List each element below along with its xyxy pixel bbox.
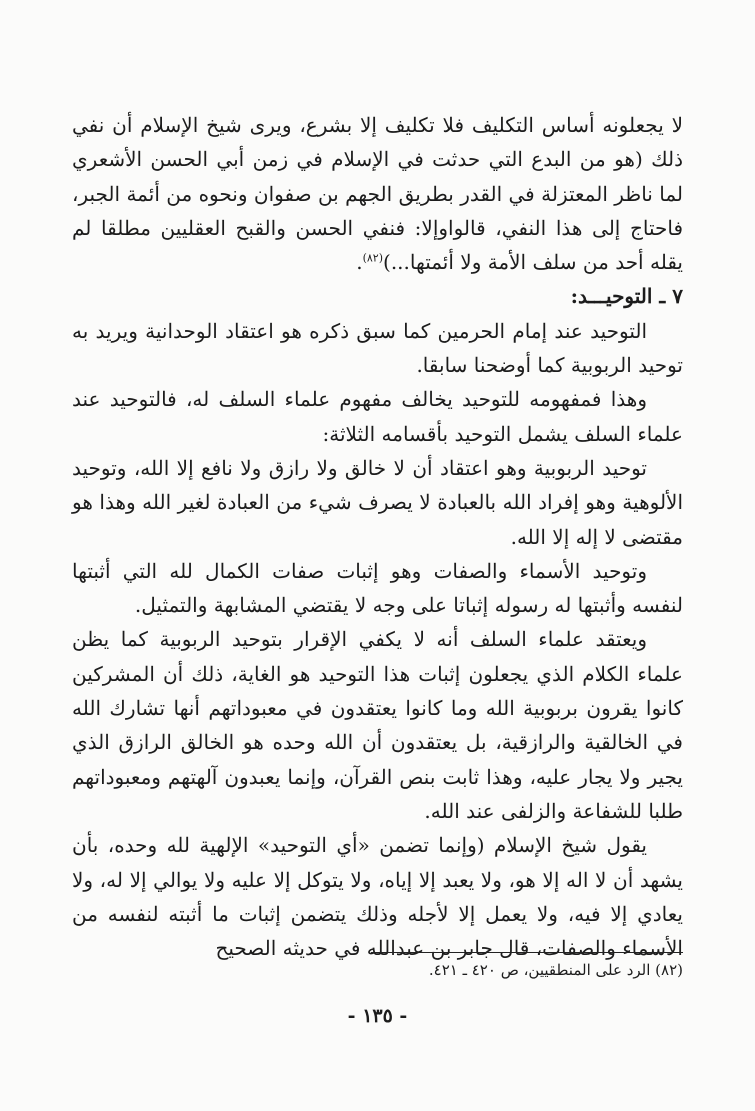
body-text (72, 108, 683, 965)
footnote-reference: (٨٢) (362, 251, 384, 265)
page-number: - ١٣٥ - (347, 1005, 408, 1027)
footnote-divider (371, 952, 683, 953)
paragraph-7: يقول شيخ الإسلام (وإنما تضمن «أي التوحيد» الإلهية لله وحده، بأن يشهد أن لا اله إلا هو، ولا يعبد إلا إياه، ولا يتوكل إلا عليه ولا يوالي إلا له، ولا يعادي إلا فيه، ولا يعمل إلا لأجله وذلك يتضمن إثبات ما أثبته لنفسه من الأسماء والصفات، قال جابر بن عبدالله في حديثه الصحيح (72, 833, 683, 961)
footnote: (٨٢) الرد على المنطقيين، ص ٤٢٠ ـ ٤٢١. (428, 961, 683, 979)
paragraph-2: التوحيد عند إمام الحرمين كما سبق ذكره هو اعتقاد الوحدانية ويريد به توحيد الربوبية كما أوضحنا سابقا. (72, 318, 683, 378)
paragraph-5: وتوحيد الأسماء والصفات وهو إثبات صفات الكمال لله التي أثبتها لنفسه وأثبتها له رسوله إثباتا على وجه لا يقتضي المشابهة والتمثيل. (72, 558, 683, 618)
paragraph-4: توحيد الربوبية وهو اعتقاد أن لا خالق ولا رازق ولا نافع إلا الله، وتوحيد الألوهية وهو إفراد الله بالعبادة لا يصرف شيء من العبادة لغير الله وهذا هو مقتضى لا إله إلا الله. (72, 455, 683, 549)
paragraph-1-end: . (356, 250, 363, 275)
paragraph-1-text: لا يجعلونه أساس التكليف فلا تكليف إلا بشرع، ويرى شيخ الإسلام أن نفي ذلك (هو من البدع التي حدثت في الإسلام في زمن أبي الحسن الأشعري لما ناظر المعتزلة في القدر بطريق الجهم بن صفوان ونحوه من أئمة الجبر، فاحتاج إلى هذا النفي، قالواوإلا: فنفي الحسن والقبح العقليين مطلقا لم يقله أحد من سلف الأمة ولا أئمتها...) (72, 113, 683, 275)
paragraph-3: وهذا فمفهومه للتوحيد يخالف مفهوم علماء السلف له، فالتوحيد عند علماء السلف يشمل التوحيد بأقسامه الثلاثة: (72, 387, 683, 446)
paragraph-1 (72, 108, 683, 279)
section-heading: ٧ ـ التوحيـــد: (570, 284, 683, 309)
paragraph-6: ويعتقد علماء السلف أنه لا يكفي الإقرار بتوحيد الربوبية كما يظن علماء الكلام الذي يجعلون إثبات هذا التوحيد هو الغاية، ذلك أن المشركين كانوا يقرون بربوبية الله وما كانوا يعتقدون في معبوداتهم أنها تشارك الله في الخالقية والرازقية، بل يعتقدون أن الله وحده هو الخالق الرازق الذي يجير ولا يجار عليه، وهذا ثابت بنص القرآن، وإنما يعبدون آلهتهم ومعبوداتهم طلبا للشفاعة والزلفى عند الله. (72, 627, 683, 823)
